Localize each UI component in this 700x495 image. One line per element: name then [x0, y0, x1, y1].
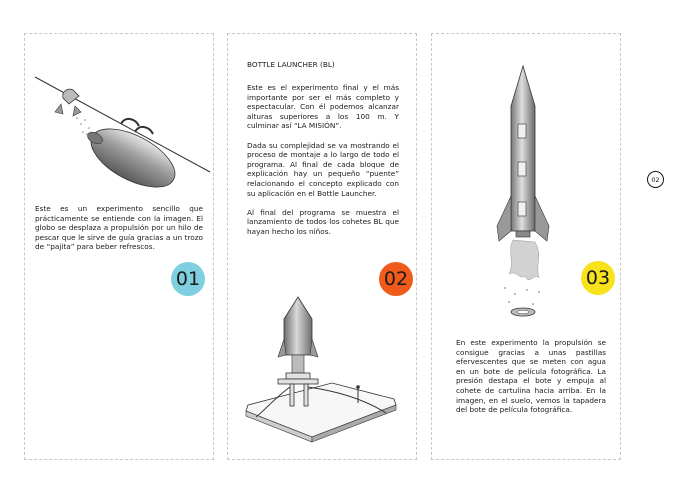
panel-2-text: [247, 83, 399, 246]
panel-3-text: En este experimento la propulsión se consigue gracias a unas pastillas efervescentes que se meten con agua en un bote de película fotográfica. La presión destapa el bote y empuja al cohete de cartulina hacia arriba. En la imagen, en el suelo, vemos la tapadera del bote de película fotográfica.: [456, 338, 606, 415]
panel-effervescent-rocket: [431, 33, 621, 460]
panel-2-title: BOTTLE LAUNCHER (BL): [247, 60, 335, 69]
panel-2-paragraph: Este es el experimento final y el más importante por ser el más completo y espectacular. Con él podemos alcanzar alturas superiores a los 100 m. Y culminar así “LA MISIÓN”.: [247, 83, 399, 131]
panel-2-paragraph: Dada su complejidad se va mostrando el proceso de montaje a lo largo de todo el programa. Al final de cada bloque de explicación hay un pequeño “puente” relacionando el concepto explicado con su aplicación en el Bottle Launcher.: [247, 140, 399, 198]
panel-balloon-experiment: [24, 33, 214, 460]
panel-2-paragraph: Al final del programa se muestra el lanzamiento de todos los cohetes BL que hayan hecho los niños.: [247, 207, 399, 236]
paper-rocket-illustration: [489, 66, 564, 316]
step-badge-01: 01: [171, 262, 205, 296]
panel-bottle-launcher: [227, 33, 417, 460]
page-number: 02: [647, 171, 664, 188]
panel-1-text: Este es un experimento sencillo que prácticamente se entiende con la imagen. El globo se desplaza a propulsión por un hilo de pescar que le sirve de guía gracias a un trozo de “pajita” para beber refrescos.: [35, 204, 203, 252]
step-badge-02: 02: [379, 262, 413, 296]
step-badge-03: 03: [581, 261, 615, 295]
bottle-launcher-illustration: [246, 287, 396, 442]
